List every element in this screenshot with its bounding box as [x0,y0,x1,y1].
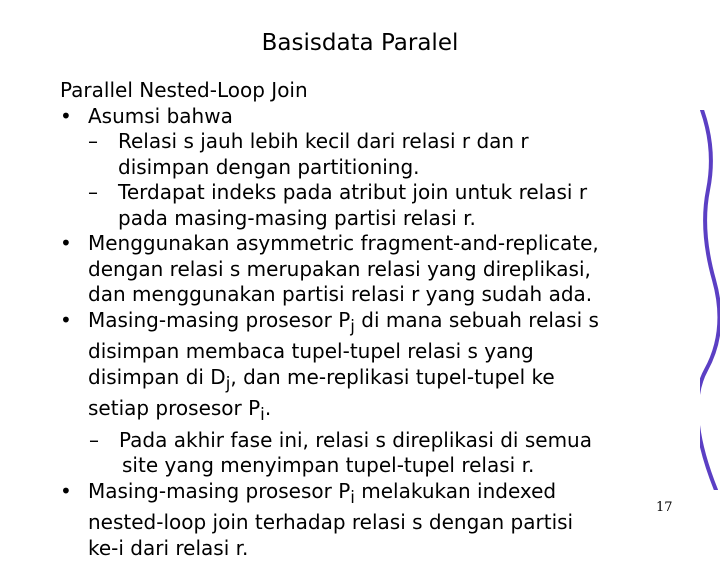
bullet-continuation: dan menggunakan partisi relasi r yang sudah ada. [60,282,670,308]
bullet-icon: • [60,308,88,334]
sub-bullet-text: Pada akhir fase ini, relasi s direplikasi di semua [119,428,592,452]
sub-bullet-continuation: disimpan dengan partitioning. [60,155,670,181]
bullet-item [60,308,670,340]
sub-bullet-text: Terdapat indeks pada atribut join untuk relasi r [118,180,587,204]
bullet-text: Menggunakan asymmetric fragment-and-replicate, [88,231,599,255]
bullet-continuation: dengan relasi s merupakan relasi yang direplikasi, [60,257,670,283]
bullet-text: setiap prosesor P [88,396,260,420]
bullet-continuation [60,365,670,397]
bullet-text: melakukan indexed [355,479,556,503]
sub-bullet-text: Relasi s jauh lebih kecil dari relasi r dan r [118,129,529,153]
dash-icon: – [88,129,118,155]
bullet-continuation: nested-loop join terhadap relasi s dengan partisi [60,510,670,536]
subscript: i [260,405,265,424]
wave-path [700,110,719,490]
bullet-text: disimpan di D [88,365,226,389]
bullet-continuation: ke-i dari relasi r. [60,536,670,561]
decorative-wave-line [700,110,720,490]
bullet-text: Masing-masing prosesor P [88,308,350,332]
sub-bullet-continuation: site yang menyimpan tupel-tupel relasi r. [60,453,670,479]
section-heading: Parallel Nested-Loop Join [60,78,670,104]
bullet-icon: • [60,104,88,130]
bullet-continuation [60,396,670,428]
dash-icon: – [89,428,119,454]
sub-bullet-continuation: pada masing-masing partisi relasi r. [60,206,670,232]
sub-bullet-item [60,428,670,454]
bullet-text: . [265,396,271,420]
bullet-icon: • [60,479,88,505]
bullet-icon: • [60,231,88,257]
slide-body [60,78,670,561]
bullet-text: Masing-masing prosesor P [88,479,350,503]
bullet-item [60,479,670,511]
bullet-text: , dan me-replikasi tupel-tupel ke [230,365,554,389]
slide-title: Basisdata Paralel [0,30,720,56]
subscript: i [350,488,355,507]
sub-bullet-item [60,129,670,155]
subscript: j [226,374,231,393]
bullet-item [60,104,670,130]
bullet-continuation: disimpan membaca tupel-tupel relasi s yang [60,339,670,365]
sub-bullet-item [60,180,670,206]
bullet-text: di mana sebuah relasi s [355,308,599,332]
page-number: 17 [656,500,673,515]
bullet-text: Asumsi bahwa [88,104,233,128]
subscript: j [350,317,355,336]
bullet-item [60,231,670,257]
dash-icon: – [88,180,118,206]
